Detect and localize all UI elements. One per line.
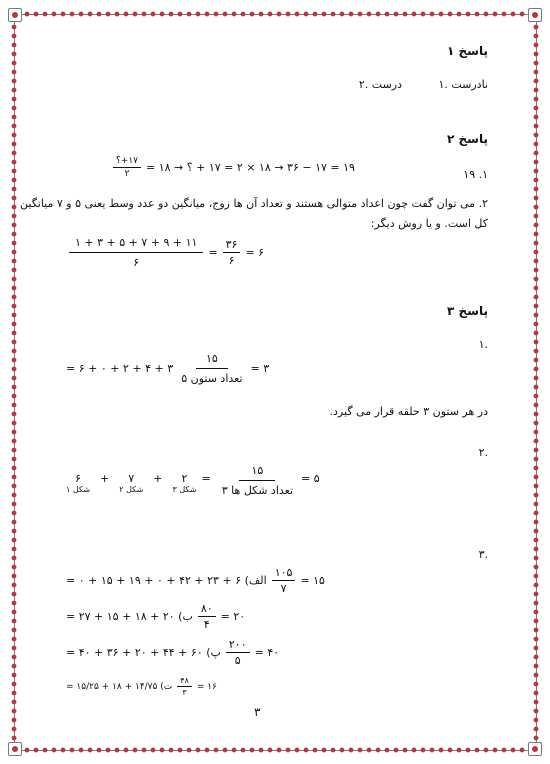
term-value: ۲ [181, 472, 188, 485]
fraction-denominator: ۶ [228, 254, 235, 267]
answer2-eq-result: = ۶ [245, 246, 265, 259]
answer3-be-sum: ب) ۲۰ + ۱۸ + ۱۵ + ۲۷ = [66, 610, 193, 623]
answer2-line1-equation [110, 156, 355, 179]
fraction-denominator: ۴ [203, 618, 210, 631]
term-caption: شکل ۱ [66, 485, 91, 494]
term-value: ۷ [128, 472, 135, 485]
fraction-numerator: ۴۸ [177, 676, 192, 687]
border-corner [8, 742, 22, 756]
answer3-pe-result: = ۴۰ [254, 646, 280, 659]
answer3-part1-result: = ۳ [250, 362, 270, 375]
fraction-denominator: ۷ [280, 582, 287, 595]
answer3-part2-result: = ۵ [301, 472, 320, 485]
page-border-left [10, 14, 18, 750]
answer3-alef-equation [66, 566, 325, 595]
answer3-part2-equation [66, 466, 320, 497]
answer2-equation [66, 236, 264, 269]
answer3-te-equation [66, 676, 217, 697]
fraction-denominator: تعداد شکل ها ۳ [221, 484, 294, 497]
answer2-line1-fraction [113, 156, 141, 179]
answer3-pe-sum: پ) ۶۰ + ۴۴ + ۲۰ + ۳۶ + ۴۰ = [66, 646, 221, 659]
answer2-heading: پاسخ ۲ [447, 132, 488, 146]
fraction-denominator: تعداد ستون ۵ [181, 372, 243, 385]
answer3-te-sum: ت) ۱۴/۷۵ + ۱۸ + ۱۵/۲۵ = [66, 681, 173, 692]
term-caption: شکل ۳ [172, 485, 197, 494]
answer2-line2-text: ۲. می توان گفت چون اعداد متوالی هستند و تعداد آن ها زوج، میانگین دو عدد وسط یعنی ۵ و ۷ میانگین [20, 197, 488, 210]
fraction-denominator: ۶ [133, 256, 140, 269]
fraction-denominator: ۳ [182, 688, 187, 697]
answer3-part2-term [119, 472, 143, 494]
plus-sign: + [153, 472, 163, 485]
answer3-be-equation [66, 602, 245, 631]
answer2-line1-expr: ۱۹ = ۱۷ − ۳۶ → ۱۸ × ۲ = ۱۷ + ؟ → ۱۸ = [146, 161, 355, 174]
page-border-right [532, 14, 540, 750]
fraction-numerator: ۸۰ [198, 602, 216, 617]
fraction-denominator: ۲ [124, 169, 130, 179]
answer3-pe-fraction [226, 638, 250, 667]
answer2-eq-mid-fraction [223, 238, 241, 267]
answer3-part1-label: ۱. [478, 338, 488, 351]
answer3-te-result: = ۱۶ [196, 681, 217, 692]
answer3-part1-sum: ۳ + ۴ + ۲ + ۰ + ۶ = [66, 362, 174, 375]
answer3-part1-equation [66, 352, 269, 385]
answer2-eq-fraction [69, 236, 203, 269]
answer3-part2-label: ۲. [478, 446, 488, 459]
answer2-line3-text: کل است. و یا روش دیگر: [370, 217, 488, 230]
answer3-heading: پاسخ ۳ [447, 304, 488, 318]
fraction-numerator: ۳۶ [223, 238, 241, 253]
fraction-numerator: ۱۵ [196, 352, 228, 369]
fraction-denominator: ۵ [234, 654, 241, 667]
answer3-part1-fraction [178, 352, 245, 385]
border-corner [528, 8, 542, 22]
answer3-alef-fraction [272, 566, 296, 595]
answer3-part3-label: ۳. [478, 548, 488, 561]
answer3-alef-sum: الف) ۶ + ۲۳ + ۴۲ + ۰ + ۱۹ + ۱۵ + ۰ = [66, 574, 267, 587]
answer3-part2-fraction [219, 464, 296, 497]
plus-sign: + [100, 472, 110, 485]
answer1-item2: ۲. درست [358, 78, 402, 91]
fraction-numerator: ۱ + ۳ + ۵ + ۷ + ۹ + ۱۱ [69, 236, 203, 253]
page-border-bottom [14, 746, 536, 754]
answer3-te-fraction [177, 676, 192, 697]
equals-sign: = [201, 472, 211, 485]
answer1-item1: ۱. نادرست [438, 78, 488, 91]
term-value: ۶ [75, 472, 81, 485]
term-caption: شکل ۲ [119, 485, 144, 494]
answer3-pe-equation [66, 638, 279, 667]
answer3-be-result: = ۲۰ [220, 610, 246, 623]
fraction-numerator: ۲۰۰ [226, 638, 250, 653]
page-number: ۳ [254, 705, 261, 719]
answer3-part2-term [173, 472, 197, 494]
border-corner [528, 742, 542, 756]
page-border-top [14, 10, 536, 18]
answer3-be-fraction [198, 602, 216, 631]
answer3-part1-note: در هر ستون ۳ حلقه قرار می گیرد. [329, 405, 488, 418]
fraction-numerator: ۱۰۵ [272, 566, 296, 581]
fraction-numerator: ۱۷+؟ [113, 156, 141, 168]
answer3-alef-result: = ۱۵ [300, 574, 325, 587]
border-corner [8, 8, 22, 22]
equals-sign: = [208, 246, 218, 259]
answer2-line1-number: ۱۹ .۱ [463, 168, 488, 181]
answer1-heading: پاسخ ۱ [447, 44, 488, 58]
fraction-numerator: ۱۵ [239, 464, 275, 481]
answer3-part2-term [66, 472, 90, 494]
